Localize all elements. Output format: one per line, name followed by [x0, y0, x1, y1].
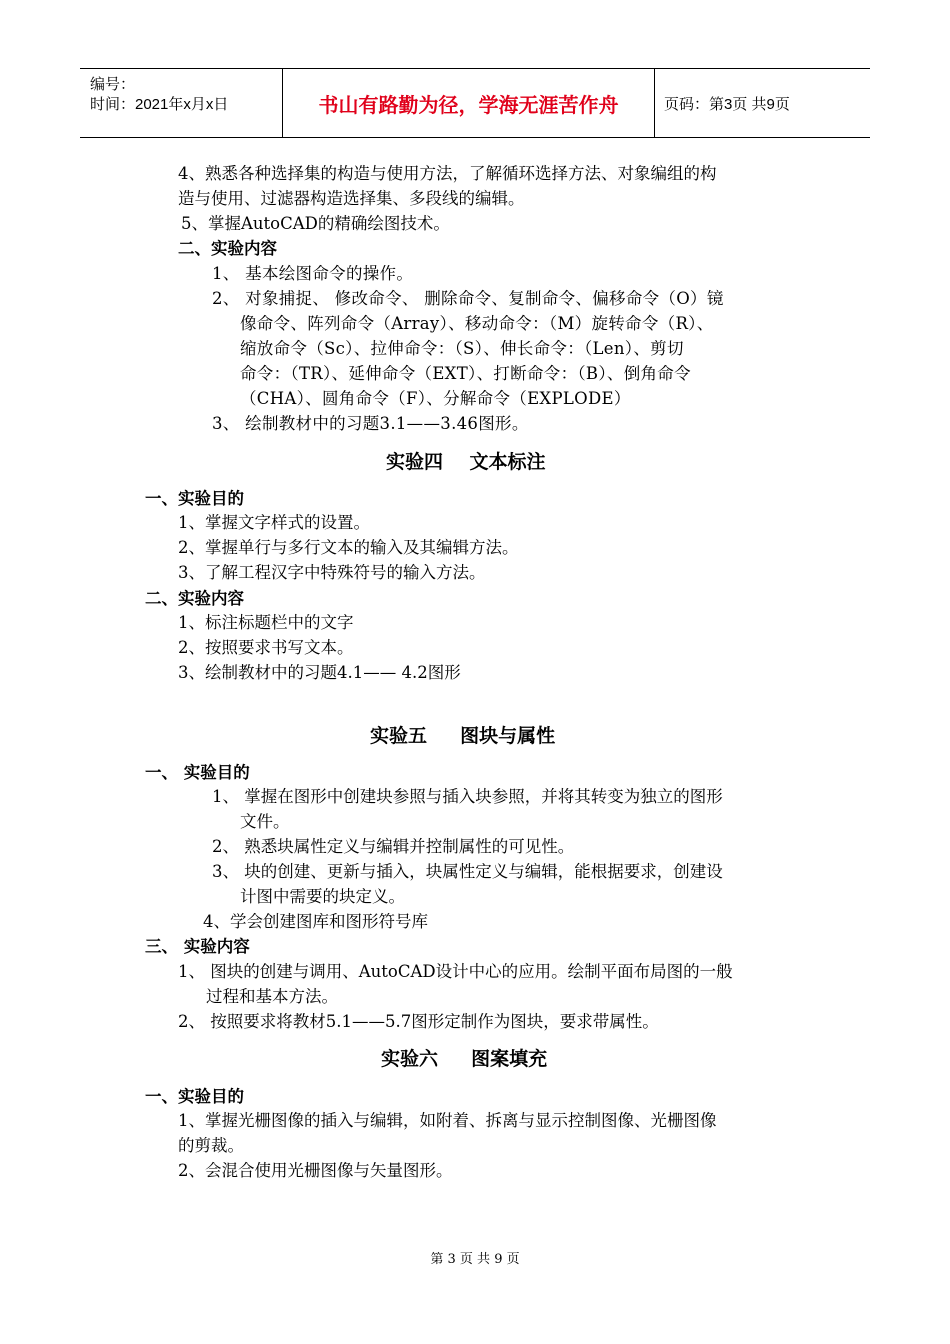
exp5-content-1-line2: 过程和基本方法。 — [206, 987, 338, 1006]
exp3-goal4-line1: 4、熟悉各种选择集的构造与使用方法，了解循环选择方法、对象编组的构 — [178, 164, 717, 183]
header-number: 编号： — [90, 76, 136, 93]
exp5-goal-4: 4、学会创建图库和图形符号库 — [203, 912, 428, 931]
exp5-title: 实验五 图块与属性 — [370, 725, 556, 747]
exp4-goal-3: 3、了解工程汉字中特殊符号的输入方法。 — [178, 563, 486, 582]
exp4-goal-2: 2、掌握单行与多行文本的输入及其编辑方法。 — [178, 538, 519, 557]
header-time: 时间：2021年x月x日 — [90, 96, 229, 113]
exp4-content-2: 2、按照要求书写文本。 — [178, 638, 354, 657]
header-motto: 书山有路勤为径，学海无涯苦作舟 — [282, 69, 655, 137]
exp4-content-1: 1、标注标题栏中的文字 — [178, 613, 354, 632]
exp6-goal-1-line1: 1、掌握光栅图像的插入与编辑，如附着、拆离与显示控制图像、光栅图像 — [178, 1111, 717, 1130]
page-header — [80, 68, 870, 138]
exp5-goal-3-line2: 计图中需要的块定义。 — [240, 887, 405, 906]
exp5-goal-3-line1: 3、 块的创建、更新与插入，块属性定义与编辑，能根据要求，创建设 — [212, 862, 723, 881]
exp5-content-2: 2、 按照要求将教材5.1——5.7图形定制作为图块，要求带属性。 — [178, 1012, 659, 1031]
exp3-content-2-line5: （CHA）、圆角命令（F）、分解命令（EXPLODE） — [240, 389, 631, 408]
exp4-content-3: 3、绘制教材中的习题4.1—— 4.2图形 — [178, 663, 461, 682]
exp6-goal-heading: 一、实验目的 — [145, 1087, 244, 1106]
header-meta-cell — [80, 69, 282, 137]
exp5-goal-1-line1: 1、 掌握在图形中创建块参照与插入块参照，并将其转变为独立的图形 — [212, 787, 723, 806]
exp3-content-2-line3: 缩放命令（Sc）、拉伸命令：（S）、伸长命令：（Len）、剪切 — [240, 339, 684, 358]
exp6-goal-2: 2、会混合使用光栅图像与矢量图形。 — [178, 1161, 453, 1180]
exp3-content-1: 1、 基本绘图命令的操作。 — [212, 264, 414, 283]
exp6-title: 实验六 图案填充 — [381, 1048, 548, 1070]
header-page-number: 页码：第3页 共9页 — [664, 96, 790, 113]
exp3-content-3: 3、 绘制教材中的习题3.1——3.46图形。 — [212, 414, 529, 433]
exp5-goal-2: 2、 熟悉块属性定义与编辑并控制属性的可见性。 — [212, 837, 575, 856]
exp4-goal-1: 1、掌握文字样式的设置。 — [178, 513, 370, 532]
exp3-content-2-line4: 命令：（TR）、延伸命令（EXT）、打断命令：（B）、倒角命令 — [240, 364, 691, 383]
exp5-goal-1-line2: 文件。 — [240, 812, 290, 831]
exp3-content-2-line2: 像命令、阵列命令（Array）、移动命令：（M）旋转命令（R）、 — [240, 314, 714, 333]
exp3-content-2-line1: 2、 对象捕捉、 修改命令、 删除命令、复制命令、偏移命令（O）镜 — [212, 289, 724, 308]
exp4-content-heading: 二、实验内容 — [145, 589, 244, 608]
exp5-content-heading: 三、 实验内容 — [145, 937, 250, 956]
page-footer: 第 3 页 共 9 页 — [430, 1252, 520, 1267]
exp4-goal-heading: 一、实验目的 — [145, 489, 244, 508]
exp3-goal5: 5、掌握AutoCAD的精确绘图技术。 — [181, 214, 450, 233]
exp3-content-heading: 二、实验内容 — [178, 239, 277, 258]
exp5-goal-heading: 一、 实验目的 — [145, 763, 250, 782]
exp5-content-1-line1: 1、 图块的创建与调用、AutoCAD设计中心的应用。绘制平面布局图的一般 — [178, 962, 733, 981]
exp3-goal4-line2: 造与使用、过滤器构造选择集、多段线的编辑。 — [178, 189, 525, 208]
exp4-title: 实验四 文本标注 — [386, 451, 546, 473]
exp6-goal-1-line2: 的剪裁。 — [178, 1136, 244, 1155]
